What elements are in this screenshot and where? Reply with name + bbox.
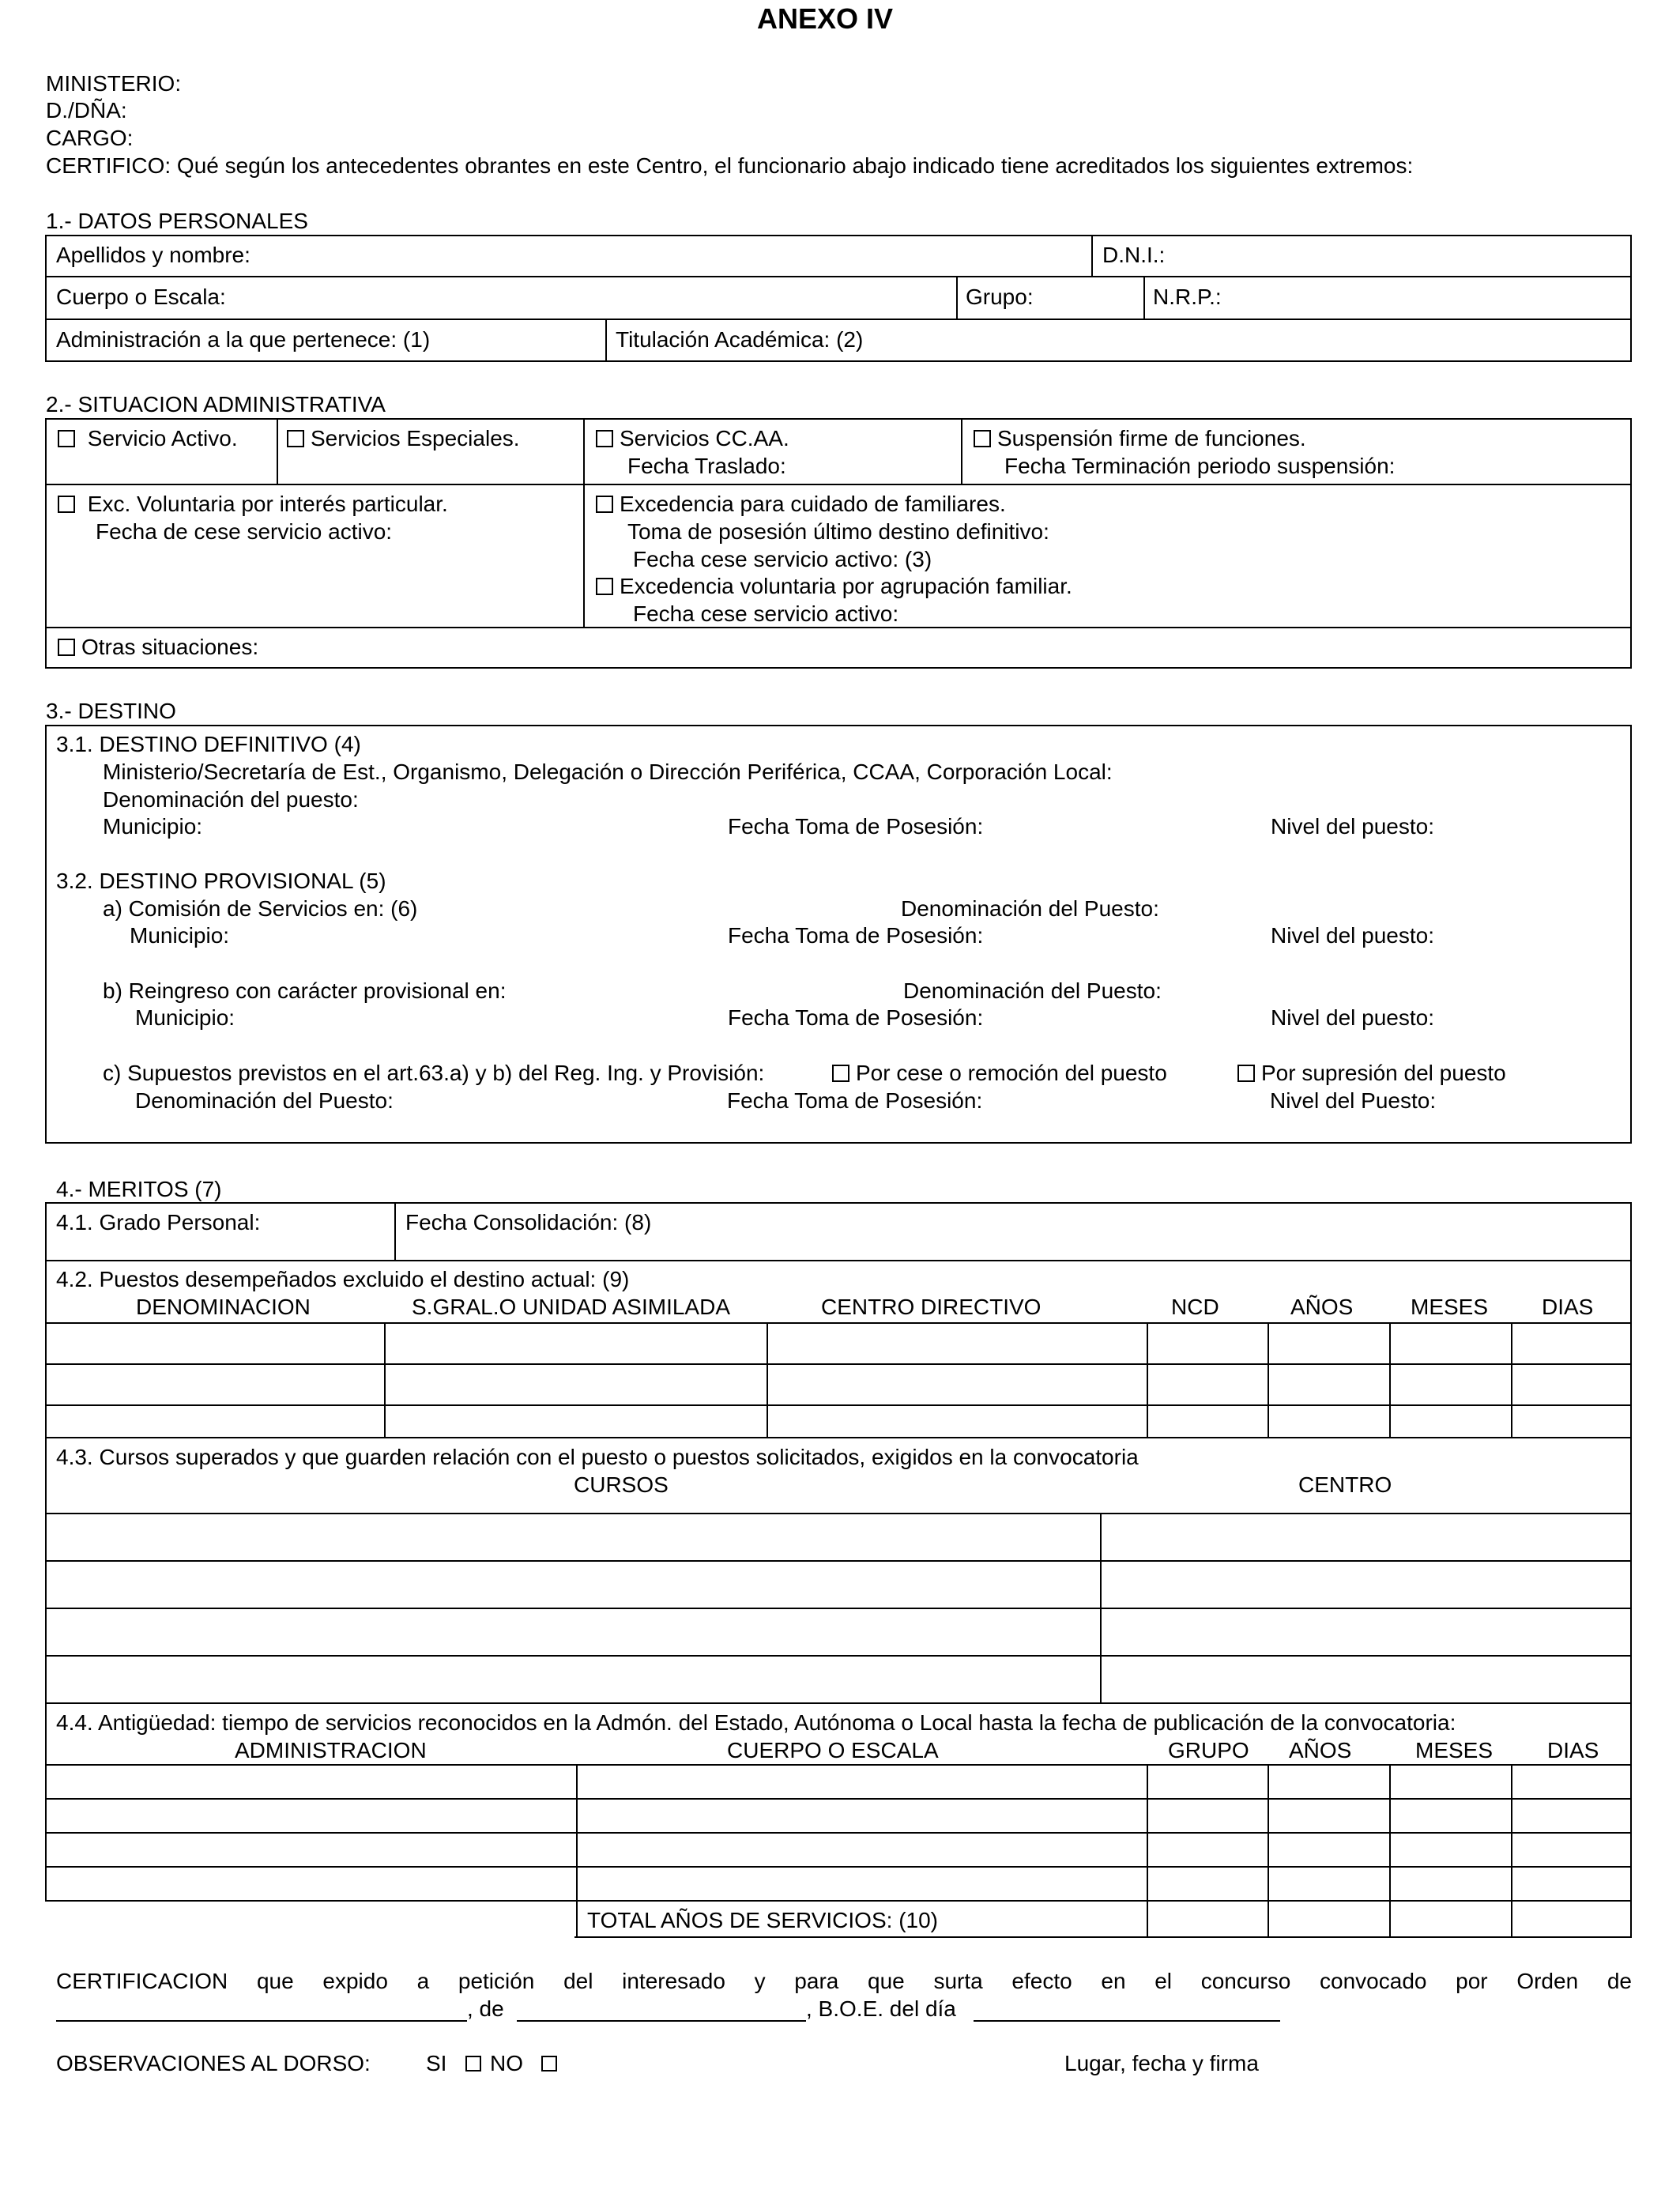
exc-agrupacion-label: Excedencia voluntaria por agrupación familiar. xyxy=(620,574,1072,598)
antig-col-grupo: GRUPO xyxy=(1168,1738,1249,1762)
boe-label: , B.O.E. del día xyxy=(806,1996,956,2021)
page-title: ANEXO IV xyxy=(757,2,894,35)
lugar-fecha-firma-label: Lugar, fecha y firma xyxy=(1064,2051,1259,2075)
exc-agrupacion-checkbox[interactable] xyxy=(596,578,613,595)
servicio-activo-label: Servicio Activo. xyxy=(87,426,238,450)
de-blank[interactable] xyxy=(517,2020,806,2022)
por-cese-checkbox[interactable] xyxy=(832,1065,849,1082)
exc-voluntaria-option[interactable] xyxy=(58,490,448,518)
por-cese-option[interactable] xyxy=(832,1059,1167,1087)
certifico-text: CERTIFICO: Qué según los antecedentes obrantes en este Centro, el funcionario abajo indicado tiene acreditados los siguientes extremos: xyxy=(46,153,1414,178)
reingreso-denominacion-label: Denominación del Puesto: xyxy=(903,978,1162,1003)
supuestos-label: c) Supuestos previstos en el art.63.a) y b) del Reg. Ing. y Provisión: xyxy=(103,1061,765,1085)
supuestos-nivel-label: Nivel del Puesto: xyxy=(1270,1088,1437,1113)
por-cese-label: Por cese o remoción del puesto xyxy=(856,1061,1167,1085)
antig-col-administracion: ADMINISTRACION xyxy=(235,1738,427,1762)
suspension-checkbox[interactable] xyxy=(974,430,991,447)
puestos-col-centro: CENTRO DIRECTIVO xyxy=(821,1295,1042,1319)
section-1-heading: 1.- DATOS PERSONALES xyxy=(46,209,308,233)
cursos-col-cursos: CURSOS xyxy=(574,1472,669,1497)
exc-voluntaria-fecha-label: Fecha de cese servicio activo: xyxy=(96,519,393,544)
de-label: , de xyxy=(467,1996,504,2021)
fecha-consolidacion-field[interactable]: Fecha Consolidación: (8) xyxy=(405,1210,652,1235)
fecha-traslado-label: Fecha Traslado: xyxy=(627,454,786,478)
suspension-label: Suspensión firme de funciones. xyxy=(997,426,1306,450)
dna-label: D./DÑA: xyxy=(46,98,127,123)
si-checkbox[interactable] xyxy=(465,2056,481,2071)
dni-field[interactable]: D.N.I.: xyxy=(1102,243,1166,267)
servicios-especiales-label: Servicios Especiales. xyxy=(311,426,520,450)
puestos-col-denominacion: DENOMINACION xyxy=(136,1295,311,1319)
apellidos-field[interactable]: Apellidos y nombre: xyxy=(56,243,250,267)
cuerpo-field[interactable]: Cuerpo o Escala: xyxy=(56,285,226,309)
puestos-col-dias: DIAS xyxy=(1542,1295,1594,1319)
servicios-ccaa-checkbox[interactable] xyxy=(596,430,613,447)
def-fecha-toma-label: Fecha Toma de Posesión: xyxy=(728,814,984,839)
por-supresion-option[interactable] xyxy=(1237,1059,1506,1087)
boe-blank[interactable] xyxy=(974,2020,1280,2022)
puestos-col-meses: MESES xyxy=(1411,1295,1489,1319)
no-label: NO xyxy=(490,2051,523,2075)
comision-denominacion-label: Denominación del Puesto: xyxy=(901,896,1159,921)
def-nivel-label: Nivel del puesto: xyxy=(1271,814,1435,839)
otras-situaciones-checkbox[interactable] xyxy=(58,639,75,656)
def-municipio-label: Municipio: xyxy=(103,814,203,839)
exc-voluntaria-checkbox[interactable] xyxy=(58,496,75,513)
grupo-field[interactable]: Grupo: xyxy=(966,285,1034,309)
observaciones-label: OBSERVACIONES AL DORSO: xyxy=(56,2051,371,2075)
destino-definitivo-ministerio: Ministerio/Secretaría de Est., Organismo, Delegación o Dirección Periférica, CCAA, Corporación Local: xyxy=(103,760,1113,784)
exc-agrupacion-option[interactable] xyxy=(596,572,1072,600)
section-4-heading: 4.- MERITOS (7) xyxy=(56,1177,222,1201)
puestos-title: 4.2. Puestos desempeñados excluido el destino actual: (9) xyxy=(56,1267,630,1291)
destino-provisional-title: 3.2. DESTINO PROVISIONAL (5) xyxy=(56,869,386,893)
comision-fecha-toma-label: Fecha Toma de Posesión: xyxy=(728,923,984,948)
otras-situaciones-option[interactable] xyxy=(58,633,258,661)
exc-familiares-checkbox[interactable] xyxy=(596,496,613,513)
reingreso-fecha-toma-label: Fecha Toma de Posesión: xyxy=(728,1005,984,1030)
section-2-heading: 2.- SITUACION ADMINISTRATIVA xyxy=(46,392,386,417)
puestos-col-sgral: S.GRAL.O UNIDAD ASIMILADA xyxy=(412,1295,730,1319)
reingreso-nivel-label: Nivel del puesto: xyxy=(1271,1005,1435,1030)
por-supresion-label: Por supresión del puesto xyxy=(1261,1061,1506,1085)
total-anos-servicios-label: TOTAL AÑOS DE SERVICIOS: (10) xyxy=(587,1908,938,1932)
suspension-fecha-label: Fecha Terminación periodo suspensión: xyxy=(1004,454,1396,478)
destino-definitivo-title: 3.1. DESTINO DEFINITIVO (4) xyxy=(56,732,361,756)
reingreso-municipio-label: Municipio: xyxy=(135,1005,235,1030)
exc-agrupacion-cese-label: Fecha cese servicio activo: xyxy=(633,601,899,626)
exc-familiares-cese-label: Fecha cese servicio activo: (3) xyxy=(633,547,932,571)
servicios-especiales-checkbox[interactable] xyxy=(287,430,304,447)
por-supresion-checkbox[interactable] xyxy=(1237,1065,1255,1082)
no-checkbox[interactable] xyxy=(541,2056,557,2071)
antig-col-meses: MESES xyxy=(1415,1738,1494,1762)
exc-voluntaria-label: Exc. Voluntaria por interés particular. xyxy=(87,492,448,516)
si-label: SI xyxy=(426,2051,447,2075)
cursos-col-centro: CENTRO xyxy=(1298,1472,1392,1497)
antiguedad-title: 4.4. Antigüedad: tiempo de servicios reconocidos en la Admón. del Estado, Autónoma o Local hasta la fecha de publicación de la convocatoria: xyxy=(56,1710,1456,1735)
section-3-heading: 3.- DESTINO xyxy=(46,699,176,723)
administracion-field[interactable]: Administración a la que pertenece: (1) xyxy=(56,327,431,352)
orden-blank[interactable] xyxy=(56,2020,467,2022)
puestos-col-anos: AÑOS xyxy=(1290,1295,1354,1319)
supuestos-fecha-toma-label: Fecha Toma de Posesión: xyxy=(727,1088,983,1113)
comision-nivel-label: Nivel del puesto: xyxy=(1271,923,1435,948)
antig-col-anos: AÑOS xyxy=(1289,1738,1352,1762)
titulacion-field[interactable]: Titulación Académica: (2) xyxy=(616,327,864,352)
exc-familiares-toma-label: Toma de posesión último destino definitivo: xyxy=(627,519,1049,544)
reingreso-label: b) Reingreso con carácter provisional en: xyxy=(103,978,507,1003)
servicio-activo-checkbox[interactable] xyxy=(58,430,75,447)
comision-servicios-label: a) Comisión de Servicios en: (6) xyxy=(103,896,418,921)
servicios-ccaa-option[interactable] xyxy=(596,424,789,452)
otras-situaciones-label: Otras situaciones: xyxy=(81,635,259,659)
destino-definitivo-denominacion: Denominación del puesto: xyxy=(103,787,359,812)
puestos-col-ncd: NCD xyxy=(1171,1295,1219,1319)
supuestos-denominacion-label: Denominación del Puesto: xyxy=(135,1088,394,1113)
ministerio-label: MINISTERIO: xyxy=(46,71,182,96)
cursos-title: 4.3. Cursos superados y que guarden relación con el puesto o puestos solicitados, exigidos en la convocatoria xyxy=(56,1445,1139,1469)
grado-personal-field[interactable]: 4.1. Grado Personal: xyxy=(56,1210,261,1235)
exc-familiares-label: Excedencia para cuidado de familiares. xyxy=(620,492,1006,516)
antig-col-dias: DIAS xyxy=(1547,1738,1599,1762)
servicios-especiales-option[interactable] xyxy=(287,424,520,452)
antig-col-cuerpo: CUERPO O ESCALA xyxy=(727,1738,939,1762)
comision-municipio-label: Municipio: xyxy=(130,923,230,948)
servicio-activo-option[interactable] xyxy=(58,424,238,452)
servicios-ccaa-label: Servicios CC.AA. xyxy=(620,426,789,450)
certificacion-text: CERTIFICACION que expido a petición del interesado y para que surta efecto en el concurso convocado por Orden de xyxy=(56,1969,1632,1993)
suspension-option[interactable] xyxy=(974,424,1306,452)
nrp-field[interactable]: N.R.P.: xyxy=(1153,285,1222,309)
exc-familiares-option[interactable] xyxy=(596,490,1006,518)
cargo-label: CARGO: xyxy=(46,126,134,150)
